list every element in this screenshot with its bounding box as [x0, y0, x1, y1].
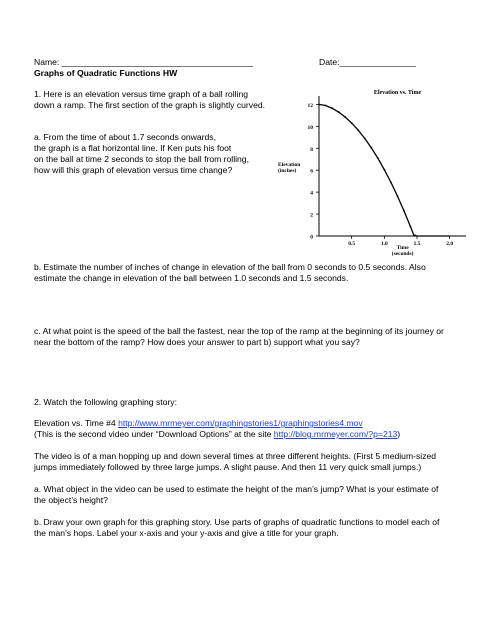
x-tick-label: 2.0	[446, 241, 454, 247]
data-point	[357, 129, 359, 131]
q2b-line1: b. Draw your own graph for this graphing story. Use parts of graphs of quadratic functions to model each of	[34, 517, 440, 527]
y-tick-label: 8	[310, 146, 313, 153]
x-tick-label: 1.0	[380, 241, 388, 247]
y-tick-label: 10	[307, 124, 313, 131]
q2-note-prefix: (This is the second video under “Download Options” at the site	[34, 429, 274, 439]
elevation-vs-time-chart	[276, 88, 472, 257]
y-axis-label-line2: (inches)	[278, 167, 297, 174]
data-point	[331, 107, 333, 109]
data-point	[403, 210, 405, 212]
q1-intro-line1: 1. Here is an elevation versus time graph of a ball rolling	[34, 89, 249, 99]
q1a-line3: on the ball at time 2 seconds to stop the ball from rolling,	[34, 154, 249, 164]
q2a-line2: the object’s height?	[34, 495, 108, 505]
video-link[interactable]: http://www.mrmeyer.com/graphingstories1/graphingstories4.mov	[118, 418, 363, 428]
data-point	[344, 116, 346, 118]
data-point	[370, 147, 372, 149]
data-point	[390, 181, 392, 183]
data-point	[364, 137, 366, 139]
q1c-line1: c. At what point is the speed of the ball the fastest, near the top of the ramp at the beginning of its journey or	[34, 326, 444, 336]
y-tick-label: 2	[310, 212, 313, 219]
x-tick-label: 0.5	[348, 241, 356, 247]
q1-intro-line2: down a ramp. The first section of the graph is slightly curved.	[34, 100, 266, 110]
q2-desc-line2: jumps immediately followed by three large jumps. A slight pause. And then 11 very quick small jumps.)	[34, 462, 422, 472]
q2-intro: 2. Watch the following graphing story:	[34, 397, 177, 407]
x-tick-label: 1.5	[413, 241, 421, 247]
q1b-line1: b. Estimate the number of inches of change in elevation of the ball from 0 seconds to 0.5 seconds. Also	[34, 262, 426, 272]
q1a-line2: the graph is a flat horizontal line. If Ken puts his foot	[34, 143, 232, 153]
y-tick-label: 6	[310, 168, 313, 175]
date-field-label: Date:________________	[319, 57, 417, 67]
name-field-label: Name: ________________________________________	[34, 57, 253, 67]
y-axis-label-line1: Elevation	[278, 161, 301, 168]
chart-title: Elevation vs. Time	[373, 90, 422, 96]
data-point	[351, 122, 353, 124]
q1a-line1: a. From the time of about 1.7 seconds onwards,	[34, 132, 216, 142]
y-tick-label: 0	[310, 234, 313, 241]
data-point	[377, 157, 379, 159]
data-point	[338, 111, 340, 113]
data-point	[410, 226, 412, 228]
q2-note-line	[34, 429, 400, 440]
x-axis-label-line1: Time	[396, 245, 409, 251]
q2-video-prefix: Elevation vs. Time #4	[34, 418, 119, 428]
y-tick-label: 12	[307, 102, 313, 109]
x-axis-label-line2: (seconds)	[391, 251, 414, 257]
q2a-line1: a. What object in the video can be used to estimate the height of the man’s jump? What is your estimate of	[34, 484, 439, 494]
q1a-line4: how will this graph of elevation versus time change?	[34, 165, 233, 175]
data-point	[318, 103, 320, 105]
data-point	[383, 169, 385, 171]
q2b-line2: the man’s hops. Label your x-axis and your y-axis and give a title for your graph.	[34, 528, 339, 538]
q1c-line2: near the bottom of the ramp? How does your answer to part b) support what you say?	[34, 337, 360, 347]
data-point	[325, 105, 327, 107]
q2-note-suffix: )	[397, 429, 401, 439]
q2-desc-line1: The video is of a man hopping up and down several times at three different heights. (First 5 medium-sized	[34, 451, 437, 461]
data-point	[397, 195, 399, 197]
worksheet-title: Graphs of Quadratic Functions HW	[34, 68, 178, 78]
blog-link[interactable]: http://blog.mrmeyer.com/?p=213	[273, 429, 398, 439]
y-tick-label: 4	[310, 190, 313, 197]
q1b-line2: estimate the change in elevation of the ball between 1.0 seconds and 1.5 seconds.	[34, 273, 349, 283]
q2-video-line	[34, 418, 363, 429]
